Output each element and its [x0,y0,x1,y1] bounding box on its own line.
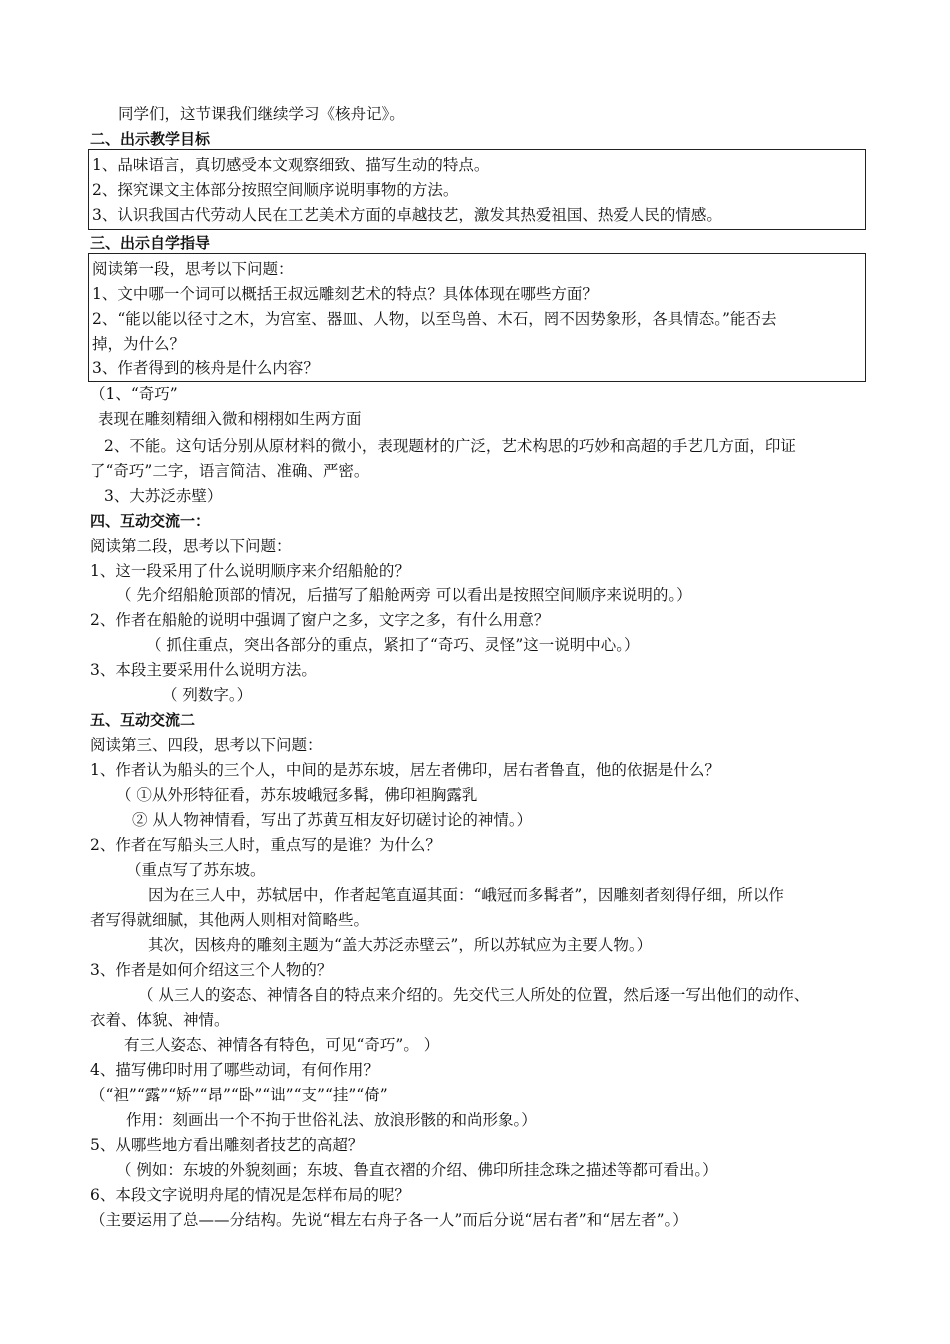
guide-line: 2、“能以能以径寸之木，为宫室、器皿、人物，以至鸟兽、木石，罔不因势象形，各具情态。”能否去 [92,310,777,328]
section4-line: （ 列数字。） [162,686,253,704]
guide-line: 1、文中哪一个词可以概括王叔远雕刻艺术的特点？具体体现在哪些方面？ [92,285,598,303]
section5-line: 2、作者在写船头三人时，重点写的是谁？为什么？ [90,836,441,854]
section4-line: （ 抓住重点，突出各部分的重点，紧扣了“奇巧、灵怪”这一说明中心。） [146,636,640,654]
guide-line: 3、作者得到的核舟是什么内容？ [92,359,319,377]
objective-item: 2、探究课文主体部分按照空间顺序说明事物的方法。 [92,181,459,199]
section5-line: 者写得就细腻，其他两人则相对简略些。 [90,911,370,929]
section5-heading: 五、互动交流二 [90,711,196,729]
answer-line: 3、大苏泛赤壁） [104,487,223,505]
section5-line: 6、本段文字说明舟尾的情况是怎样布局的呢？ [90,1186,410,1204]
section4-line: 3、本段主要采用什么说明方法。 [90,661,317,679]
section5-line: 有三人姿态、神情各有特色，可见“奇巧”。 ） [124,1036,440,1054]
objective-item: 1、品味语言，真切感受本文观察细致、描写生动的特点。 [92,156,490,174]
section5-line: 阅读第三、四段，思考以下问题： [90,736,323,754]
section4-line: 1、这一段采用了什么说明顺序来介绍船舱的？ [90,562,410,580]
section4-heading: 四、互动交流一： [90,512,211,530]
answer-line: 表现在雕刻精细入微和栩栩如生两方面 [98,410,362,428]
section5-line: （ 从三人的姿态、神情各自的特点来介绍的。先交代三人所处的位置，然后逐一写出他们的动作、 [138,986,810,1004]
section5-line: （主要运用了总——分结构。先说“楫左右舟子各一人”而后分说“居右者”和“居左者”。） [90,1211,688,1229]
section5-line: 5、从哪些地方看出雕刻者技艺的高超？ [90,1136,364,1154]
section5-line: 因为在三人中，苏轼居中，作者起笔直逼其面：“峨冠而多髯者”，因雕刻者刻得仔细，所以作 [148,886,784,904]
section5-line: 作用：刻画出一个不拘于世俗礼法、放浪形骸的和尚形象。） [126,1111,537,1129]
section5-line: 衣着、体貌、神情。 [90,1011,230,1029]
section5-line: 4、描写佛印时用了哪些动词，有何作用？ [90,1061,379,1079]
section5-line: 其次，因核舟的雕刻主题为“盖大苏泛赤壁云”，所以苏轼应为主要人物。） [148,936,653,954]
answer-line: 了“奇巧”二字，语言简洁、准确、严密。 [90,462,370,480]
intro-text: 同学们，这节课我们继续学习《核舟记》。 [118,105,405,123]
objective-item: 3、认识我国古代劳动人民在工艺美术方面的卓越技艺，激发其热爱祖国、热爱人民的情感。 [92,206,722,224]
section2-heading: 二、出示教学目标 [90,130,211,148]
section3-heading: 三、出示自学指导 [90,234,211,252]
section4-line: 2、作者在船舱的说明中强调了窗户之多，文字之多，有什么用意？ [90,611,550,629]
answer-line: 2、不能。这句话分别从原材料的微小，表现题材的广泛，艺术构思的巧妙和高超的手艺几方面，印证 [104,437,796,455]
guide-line: 阅读第一段，思考以下问题： [92,260,294,278]
guide-line: 掉，为什么？ [92,335,186,353]
section4-line: （ 先介绍船舱顶部的情况，后描写了船舱两旁 可以看出是按照空间顺序来说明的。） [116,586,692,604]
section5-line: ② 从人物神情看，写出了苏黄互相友好切磋讨论的神情。） [132,811,533,829]
answer-line: （1、“奇巧” [90,385,178,403]
section5-line: （“袒”“露”“矫”“昂”“卧”“诎”“支”“挂”“倚” [90,1086,388,1104]
section4-line: 阅读第二段，思考以下问题： [90,537,292,555]
section5-line: 3、作者是如何介绍这三个人物的？ [90,961,333,979]
section5-line: （ ①从外形特征看，苏东坡峨冠多髯，佛印袒胸露乳 [116,786,478,804]
section5-line: 1、作者认为船头的三个人，中间的是苏东坡，居左者佛印，居右者鲁直，他的依据是什么？ [90,761,720,779]
section5-line: （重点写了苏东坡。 [126,861,266,879]
section5-line: （ 例如：东坡的外貌刻画；东坡、鲁直衣褶的介绍、佛印所挂念珠之描述等都可看出。） [116,1161,718,1179]
